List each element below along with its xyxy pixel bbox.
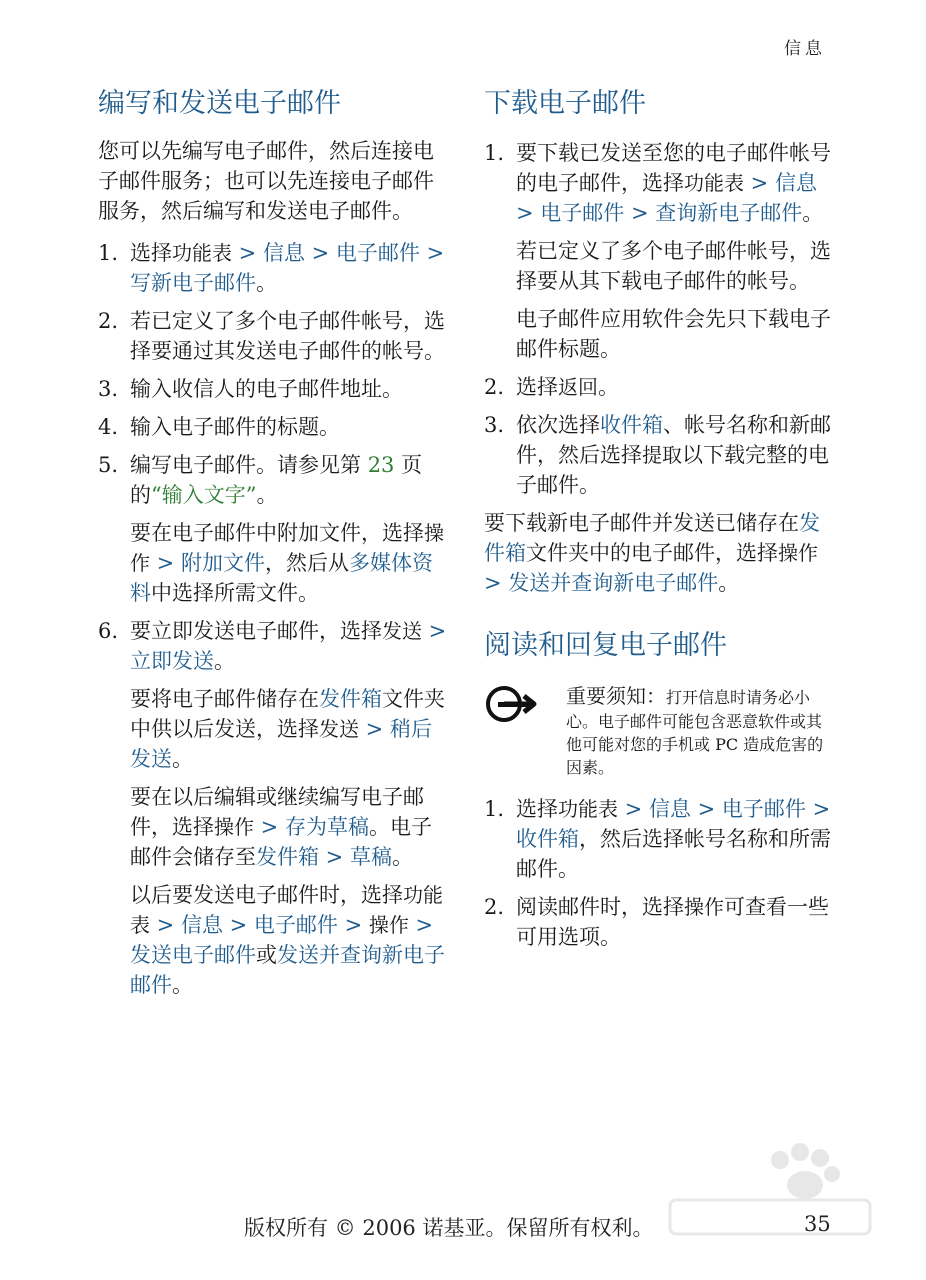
copyright-footer: 版权所有 © 2006 诺基亚。保留所有权利。 [244, 1216, 654, 1240]
download-step-1-note-2: 电子邮件应用软件会先只下载电子邮件标题。 [516, 307, 831, 361]
download-step-3: 3. 依次选择收件箱、帐号名称和新邮件，然后选择提取以下载完整的电子邮件。 [484, 413, 831, 497]
notice-text: 打开信息时请务必小心。电子邮件可能包含恶意软件或其他可能对您的手机或 PC 造成危害的因素。 [566, 688, 824, 777]
compose-step-5-note: 要在电子邮件中附加文件，选择操作 > 附加文件，然后从多媒体资料中选择所需文件。 [130, 521, 444, 605]
read-steps [484, 794, 836, 952]
important-notice-icon [484, 684, 542, 724]
read-step-1: 1. 选择功能表 > 信息 > 电子邮件 > 收件箱，然后选择帐号名称和所需邮件。 [484, 797, 831, 881]
baidu-jingyan-watermark-logo [660, 1140, 880, 1250]
download-steps [484, 138, 836, 500]
section-title-compose: 编写和发送电子邮件 [98, 88, 341, 119]
left-column [98, 82, 448, 1008]
compose-step-6: 6. 要立即发送电子邮件，选择发送 > 立即发送。 要将电子邮件储存在发件箱文件夹中供以后发送，选择发送 > 稍后发送。 要在以后编辑或继续编写电子邮件，选择操作 > 存为草稿。电子邮件会储存至发件箱 > 草稿。 以后要发送电子邮件时，选择功能表 > 信息 > 电子邮件 > 操作 > 发送电子邮件或发送并查询新电子邮件。 [98, 616, 448, 1000]
download-step-1-note-1: 若已定义了多个电子邮件帐号，选择要从其下载电子邮件的帐号。 [516, 239, 831, 293]
page-number: 35 [804, 1212, 831, 1236]
compose-step-6-note-2: 要在以后编辑或继续编写电子邮件，选择操作 > 存为草稿。电子邮件会储存至发件箱 > 草稿。 [130, 785, 432, 869]
compose-intro: 您可以先编写电子邮件，然后连接电子邮件服务；也可以先连接电子邮件服务，然后编写和发送电子邮件。 [98, 139, 434, 223]
page-reference-link[interactable]: 23 [367, 453, 395, 477]
section-title-download: 下载电子邮件 [484, 88, 646, 119]
compose-step-3: 3. 输入收信人的电子邮件地址。 [98, 377, 403, 401]
right-column [484, 82, 836, 960]
download-step-2: 2. 选择返回。 [484, 375, 619, 399]
important-notice [484, 680, 836, 778]
menu-path-messaging: 信息 [262, 241, 305, 265]
compose-step-4: 4. 输入电子邮件的标题。 [98, 415, 340, 439]
chapter-label: 信息 [784, 39, 826, 59]
compose-step-5: 5. 编写电子邮件。请参见第 23 页的“输入文字”。 要在电子邮件中附加文件，选择操作 > 附加文件，然后从多媒体资料中选择所需文件。 [98, 450, 448, 608]
compose-step-1: 1. 选择功能表 > 信息 > 电子邮件 > 写新电子邮件。 [98, 241, 445, 295]
notice-label: 重要须知： [566, 684, 666, 708]
section-title-read-reply: 阅读和回复电子邮件 [484, 630, 727, 661]
read-step-2: 2. 阅读邮件时，选择操作可查看一些可用选项。 [484, 895, 829, 949]
compose-step-6-note-3: 以后要发送电子邮件时，选择功能表 > 信息 > 电子邮件 > 操作 > 发送电子邮件或发送并查询新电子邮件。 [130, 883, 445, 997]
compose-steps [98, 238, 448, 1000]
compose-step-6-note-1: 要将电子邮件储存在发件箱文件夹中供以后发送，选择发送 > 稍后发送。 [130, 687, 445, 771]
compose-step-2: 2. 若已定义了多个电子邮件帐号，选择要通过其发送电子邮件的帐号。 [98, 309, 445, 363]
download-step-1: 1. 要下载已发送至您的电子邮件帐号的电子邮件，选择功能表 > 信息 > 电子邮件 > 查询新电子邮件。 若已定义了多个电子邮件帐号，选择要从其下载电子邮件的帐号。 电子邮件应用软件会先只下载电子邮件标题。 [484, 138, 836, 364]
download-paragraph: 要下载新电子邮件并发送已储存在发件箱文件夹中的电子邮件，选择操作 > 发送并查询新电子邮件。 [484, 511, 820, 595]
cross-reference-link[interactable]: “输入文字” [151, 483, 257, 507]
